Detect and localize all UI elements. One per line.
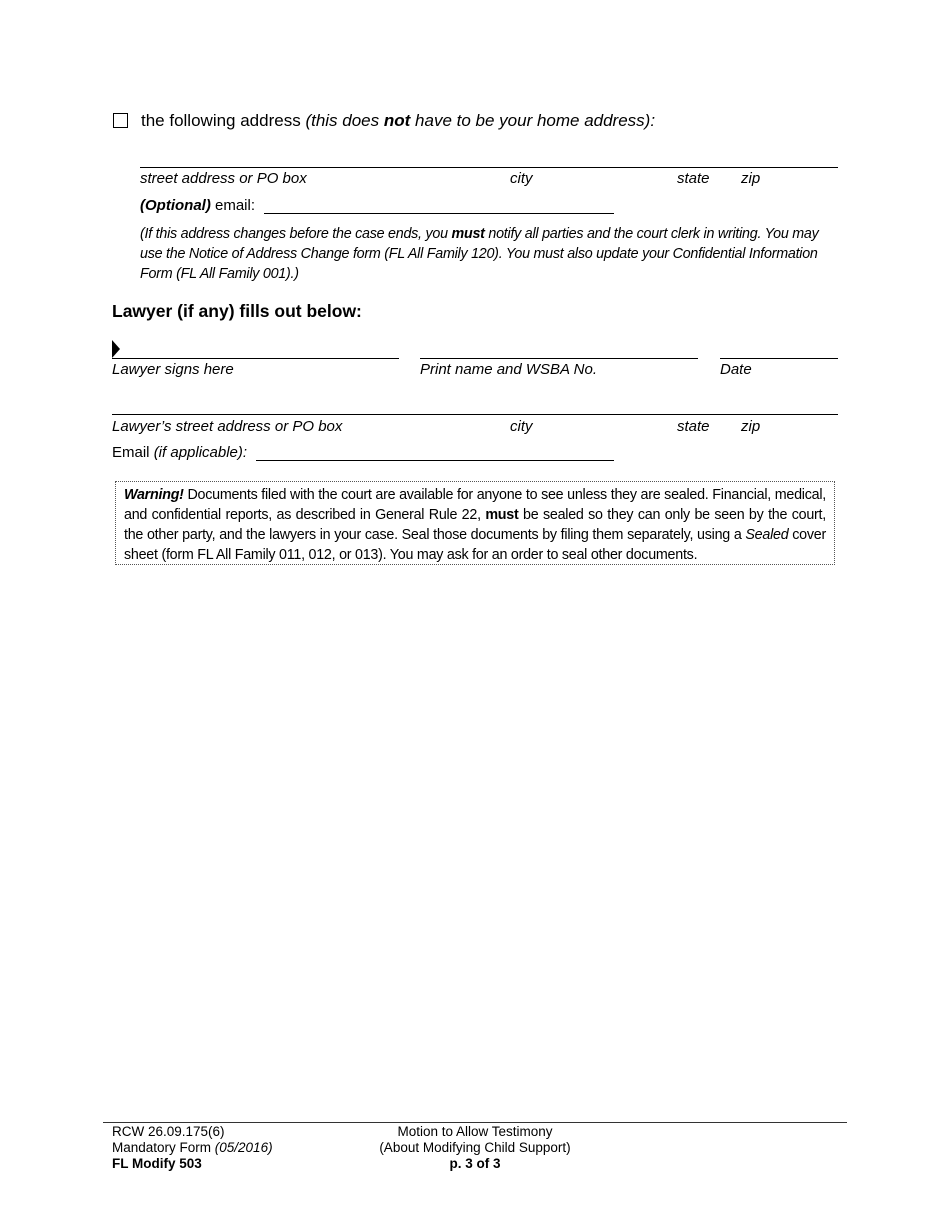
footer-rcw: RCW 26.09.175(6) [112, 1124, 225, 1139]
lawyer-email-text: Email [112, 444, 154, 461]
lawyer-signs-label: Lawyer signs here [112, 361, 234, 378]
signature-arrow-icon [112, 340, 120, 358]
zip-label: zip [741, 170, 761, 187]
email-label: email: [210, 197, 256, 214]
note-pre: (If this address changes before the case ends, you [140, 226, 452, 242]
lawyer-city-label: city [510, 418, 533, 435]
warning-sealed: Sealed [745, 527, 789, 543]
address-option-note-post: have to be your home address): [410, 111, 656, 130]
footer-mandatory: Mandatory Form (05/2016) [112, 1140, 273, 1155]
warning-text-3: cover sheet (form FL All Family 011, 012, or 013). You may ask for an order to seal other documents. [124, 527, 826, 563]
lawyer-email-note: (if applicable): [153, 444, 248, 461]
street-label: street address or PO box [140, 170, 307, 187]
lawyer-email-line[interactable] [256, 460, 614, 461]
warning-text-1: Documents filed with the court are available for anyone to see unless they are sealed. Financial, medical, and confidential reports, as described in General Rule 22, [124, 487, 826, 523]
footer-center [360, 1124, 590, 1172]
lawyer-name-line[interactable] [420, 358, 698, 359]
warning-title: Warning! [124, 487, 184, 503]
address-option-text [141, 111, 655, 131]
lawyer-date-label: Date [720, 361, 752, 378]
lawyer-email-label [112, 444, 247, 461]
footer-rule [103, 1122, 847, 1123]
footer-page: p. 3 of 3 [449, 1156, 501, 1171]
address-option-note-pre: (this does [305, 111, 384, 130]
lawyer-state-label: state [677, 418, 710, 435]
address-change-note [140, 224, 840, 284]
address-option-label: the following address [141, 111, 306, 130]
footer-mandatory-date: (05/2016) [214, 1140, 273, 1155]
lawyer-address-line[interactable] [112, 414, 838, 415]
footer-left [112, 1124, 273, 1172]
note-post: notify all parties and the court clerk in writing. You may use the Notice of Address Change form (FL All Family 120). You must also update your Confidential Information Form (FL All Family 001).) [140, 226, 819, 282]
state-label: state [677, 170, 710, 187]
lawyer-street-label: Lawyer’s street address or PO box [112, 418, 343, 435]
footer-subtitle: (About Modifying Child Support) [379, 1140, 571, 1155]
optional-prefix: (Optional) [140, 197, 211, 214]
footer-form-id: FL Modify 503 [112, 1156, 202, 1171]
address-option-note-bold: not [383, 111, 411, 130]
lawyer-date-line[interactable] [720, 358, 838, 359]
optional-email-label [140, 197, 255, 214]
warning-text-2: be sealed so they can only be seen by the court, the other party, and the lawyers in your case. Seal those documents by filing them separately, using a [124, 507, 826, 543]
footer-title: Motion to Allow Testimony [397, 1124, 553, 1139]
lawyer-print-name-label: Print name and WSBA No. [420, 361, 598, 378]
lawyer-zip-label: zip [741, 418, 761, 435]
optional-email-line[interactable] [264, 213, 614, 214]
address-line[interactable] [140, 167, 838, 168]
address-checkbox[interactable] [113, 113, 128, 128]
city-label: city [510, 170, 533, 187]
warning-bold: must [485, 507, 519, 523]
warning-box [115, 481, 835, 565]
lawyer-signature-line[interactable] [112, 358, 399, 359]
lawyer-heading: Lawyer (if any) fills out below: [112, 301, 362, 321]
note-bold: must [451, 226, 485, 242]
